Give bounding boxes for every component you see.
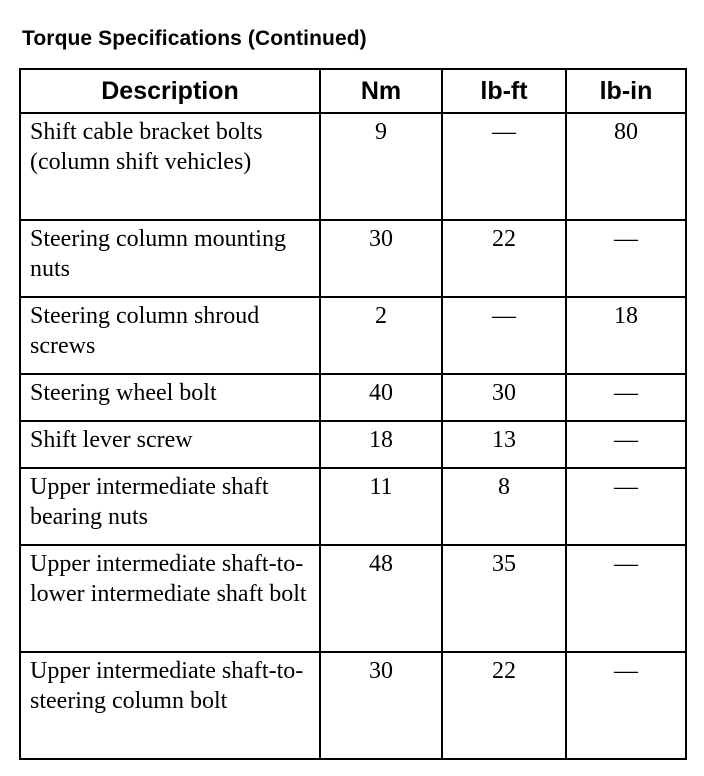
cell-description: Shift cable bracket bolts (column shift vehicles) <box>20 113 320 220</box>
cell-lb-ft: 13 <box>442 421 566 468</box>
cell-description: Upper intermediate shaft-to-steering column bolt <box>20 652 320 759</box>
table-row <box>20 652 686 759</box>
table-row <box>20 545 686 652</box>
cell-nm: 18 <box>320 421 442 468</box>
cell-lb-in: — <box>566 468 686 545</box>
cell-lb-ft: — <box>442 113 566 220</box>
cell-lb-ft: 8 <box>442 468 566 545</box>
cell-description: Upper intermediate shaft bearing nuts <box>20 468 320 545</box>
cell-lb-ft: — <box>442 297 566 374</box>
header-lb-ft: lb-ft <box>442 69 566 113</box>
table-row <box>20 113 686 220</box>
torque-spec-table <box>19 68 687 760</box>
cell-lb-ft: 22 <box>442 220 566 297</box>
cell-description: Steering column shroud screws <box>20 297 320 374</box>
cell-lb-ft: 22 <box>442 652 566 759</box>
cell-description: Steering column mounting nuts <box>20 220 320 297</box>
table-row <box>20 374 686 421</box>
cell-lb-in: — <box>566 545 686 652</box>
header-lb-in: lb-in <box>566 69 686 113</box>
cell-lb-in: — <box>566 421 686 468</box>
cell-lb-in: 80 <box>566 113 686 220</box>
header-row <box>20 69 686 113</box>
cell-lb-in: — <box>566 652 686 759</box>
table-row <box>20 220 686 297</box>
cell-lb-in: 18 <box>566 297 686 374</box>
header-description: Description <box>20 69 320 113</box>
cell-nm: 30 <box>320 652 442 759</box>
cell-lb-in: — <box>566 220 686 297</box>
table-row <box>20 468 686 545</box>
cell-description: Steering wheel bolt <box>20 374 320 421</box>
cell-description: Upper intermediate shaft-to-lower intermediate shaft bolt <box>20 545 320 652</box>
header-nm: Nm <box>320 69 442 113</box>
cell-lb-ft: 30 <box>442 374 566 421</box>
cell-nm: 11 <box>320 468 442 545</box>
cell-lb-in: — <box>566 374 686 421</box>
cell-nm: 48 <box>320 545 442 652</box>
cell-nm: 9 <box>320 113 442 220</box>
cell-nm: 30 <box>320 220 442 297</box>
cell-nm: 2 <box>320 297 442 374</box>
cell-lb-ft: 35 <box>442 545 566 652</box>
table-row <box>20 421 686 468</box>
cell-nm: 40 <box>320 374 442 421</box>
table-row <box>20 297 686 374</box>
page-title: Torque Specifications (Continued) <box>22 27 367 50</box>
cell-description: Shift lever screw <box>20 421 320 468</box>
